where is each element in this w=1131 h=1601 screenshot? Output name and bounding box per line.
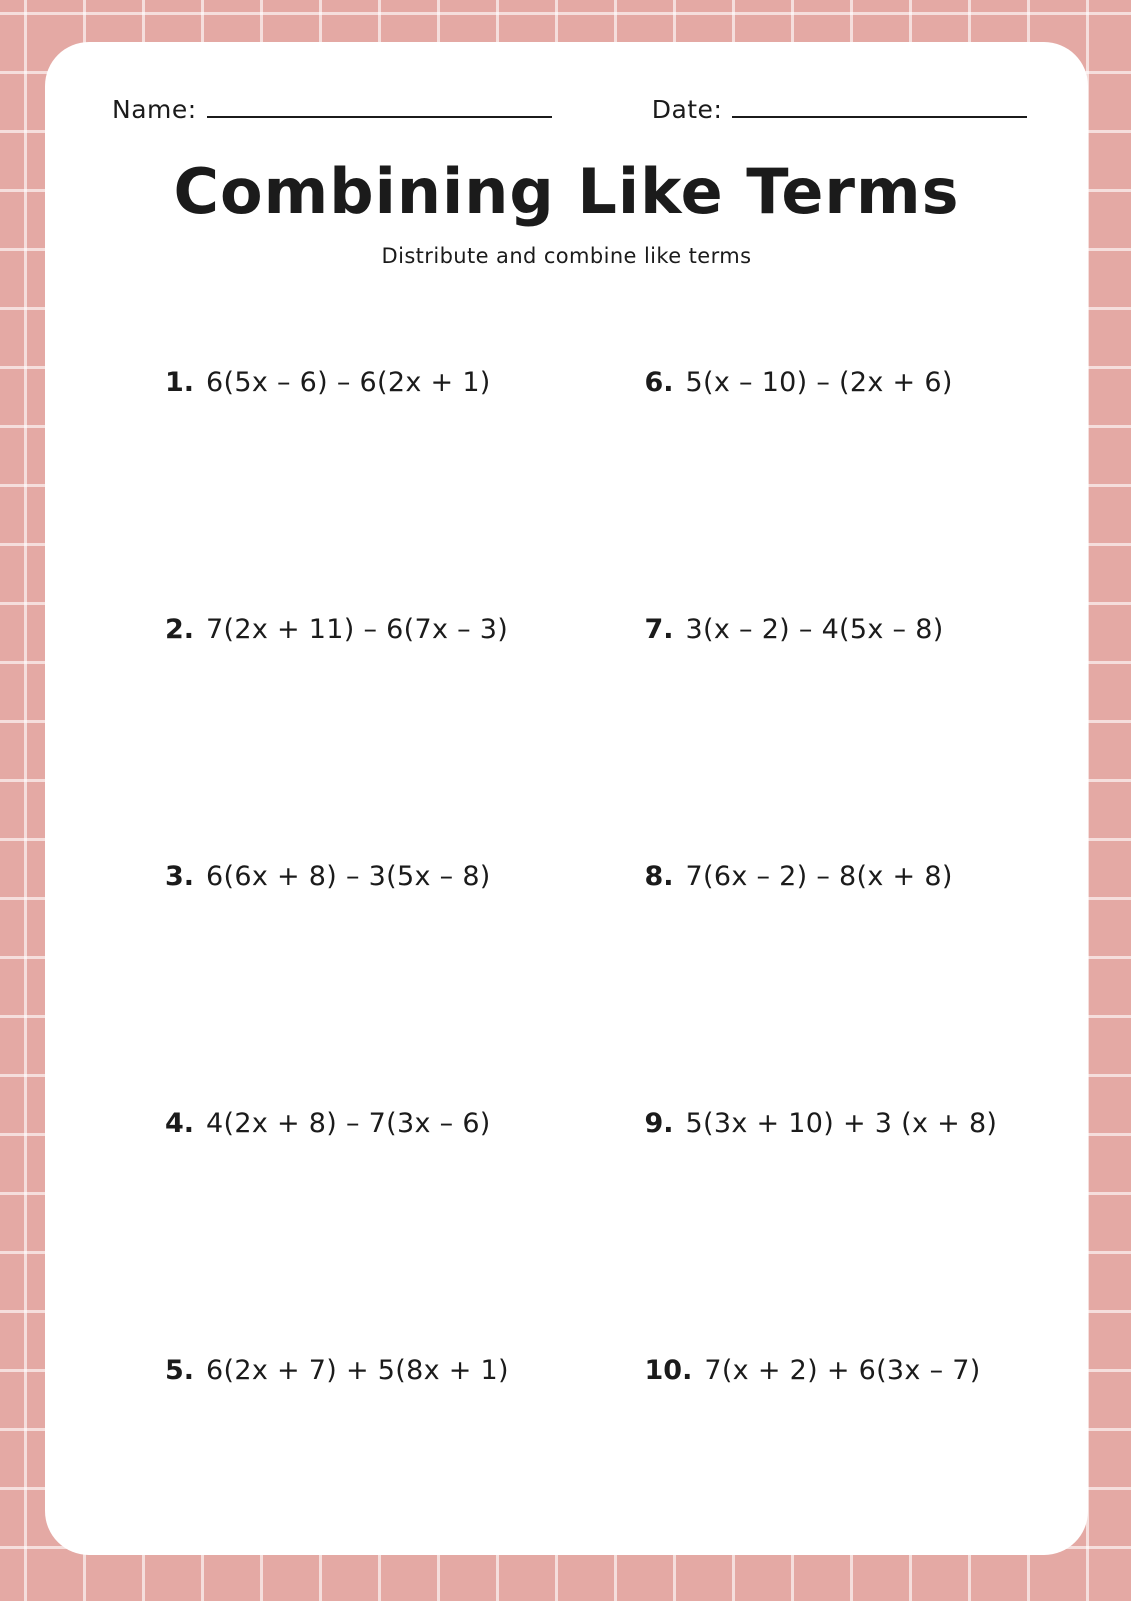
problem-item-4: [45, 1107, 567, 1354]
problem-number: 8.: [644, 861, 674, 893]
problem-item-6: [567, 366, 1089, 613]
problem-expression: 5(x – 10) – (2x + 6): [685, 367, 953, 399]
problem-number: 9.: [644, 1108, 674, 1140]
problem-expression: 5(3x + 10) + 3 (x + 8): [685, 1108, 998, 1140]
problem-expression: 6(5x – 6) – 6(2x + 1): [206, 367, 491, 399]
problem-item-8: [567, 860, 1089, 1107]
problem-number: 6.: [644, 367, 674, 399]
problem-expression: 3(x – 2) – 4(5x – 8): [685, 614, 944, 646]
header-row: [45, 42, 1088, 124]
problem-item-3: [45, 860, 567, 1107]
date-field: [652, 88, 1028, 124]
problem-number: 4.: [165, 1108, 195, 1140]
problem-item-5: [45, 1354, 567, 1601]
worksheet-subtitle: Distribute and combine like terms: [381, 244, 752, 269]
problem-item-1: [45, 366, 567, 613]
date-label: Date:: [651, 95, 723, 124]
problem-number: 5.: [165, 1355, 195, 1387]
worksheet-title: Combining Like Terms: [173, 155, 960, 228]
problem-expression: 6(6x + 8) – 3(5x – 8): [206, 861, 491, 893]
problem-item-10: [567, 1354, 1089, 1601]
problem-number: 10.: [644, 1355, 693, 1387]
name-input-line[interactable]: [207, 88, 552, 118]
problem-number: 3.: [165, 861, 195, 893]
problem-expression: 6(2x + 7) + 5(8x + 1): [206, 1355, 509, 1387]
problem-expression: 7(6x – 2) – 8(x + 8): [685, 861, 953, 893]
problem-number: 2.: [165, 614, 195, 646]
problem-expression: 4(2x + 8) – 7(3x – 6): [206, 1108, 491, 1140]
name-label: Name:: [112, 95, 197, 124]
problem-number: 7.: [644, 614, 674, 646]
problem-item-9: [567, 1107, 1089, 1354]
name-field: [112, 88, 552, 124]
problems-grid: [45, 366, 1088, 1601]
worksheet-card: [45, 42, 1088, 1555]
problem-number: 1.: [165, 367, 195, 399]
problem-expression: 7(2x + 11) – 6(7x – 3): [206, 614, 509, 646]
problem-item-2: [45, 613, 567, 860]
problem-item-7: [567, 613, 1089, 860]
problem-expression: 7(x + 2) + 6(3x – 7): [704, 1355, 981, 1387]
date-input-line[interactable]: [732, 88, 1027, 118]
